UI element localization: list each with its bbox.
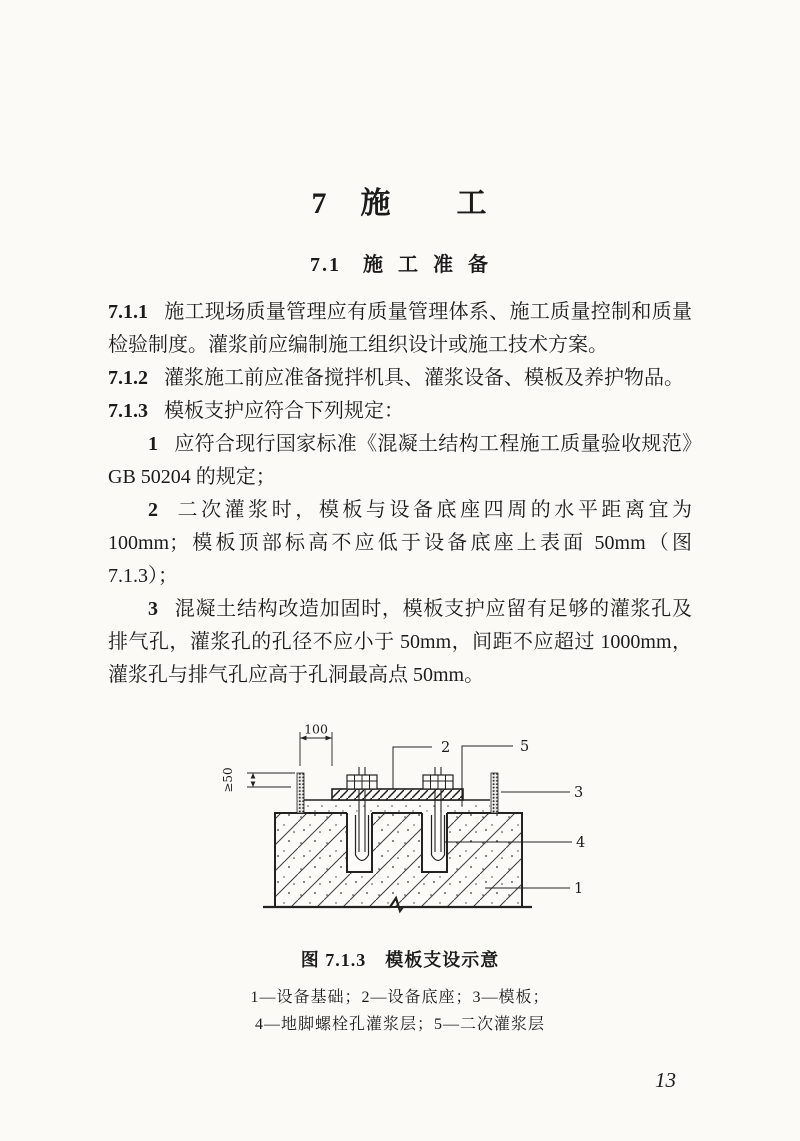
- figure-legend-line2: 4—地脚螺栓孔灌浆层；5—二次灌浆层: [254, 1016, 545, 1033]
- callout-1-label: 1: [574, 881, 584, 897]
- list-item-2: [108, 494, 692, 593]
- formwork-left: [297, 773, 304, 813]
- clause-body: 施工现场质量管理应有质量管理体系、施工质量控制和质量检验制度。灌浆前应编制施工组织设计或施工技术方案。: [108, 301, 692, 356]
- section-title: 7.1 施 工 准 备: [310, 254, 490, 276]
- figure-caption: 图 7.1.3 模板支设示意: [300, 950, 500, 970]
- callout-3-label: 3: [574, 785, 584, 801]
- body-text: [108, 296, 692, 692]
- callout-5-leader: [462, 746, 513, 806]
- item-number: 2: [148, 499, 158, 521]
- clause-number: 7.1.2: [108, 367, 148, 389]
- list-item-3: [108, 593, 692, 692]
- item-body: 混凝土结构改造加固时，模板支护应留有足够的灌浆孔及排气孔，灌浆孔的孔径不应小于 50mm，间距不应超过 1000mm，灌浆孔与排气孔应高于孔洞最高点 50mm。: [108, 598, 692, 686]
- clause-body: 灌浆施工前应准备搅拌机具、灌浆设备、模板及养护物品。: [164, 367, 684, 389]
- clause-number: 7.1.1: [108, 301, 148, 323]
- item-number: 3: [148, 598, 158, 620]
- figure-7-1-3: [220, 718, 600, 918]
- dimension-50: [221, 767, 295, 792]
- clause-body: 模板支护应符合下列规定：: [164, 400, 404, 422]
- clause-number: 7.1.3: [108, 400, 148, 422]
- dimension-50-label: ≥50: [221, 767, 235, 793]
- chapter-title: 7 施 工: [311, 187, 489, 220]
- formwork-right: [491, 773, 498, 813]
- page-number: 13: [655, 1068, 676, 1092]
- item-body: 应符合现行国家标准《混凝土结构工程施工质量验收规范》GB 50204 的规定；: [108, 433, 692, 488]
- callout-4-label: 4: [576, 835, 586, 851]
- item-number: 1: [148, 433, 158, 455]
- dimension-100: [300, 722, 332, 767]
- foundation-block: [275, 812, 522, 908]
- item-body: 二次灌浆时，模板与设备底座四周的水平距离宜为 100mm；模板顶部标高不应低于设备底座上表面 50mm（图 7.1.3）；: [108, 499, 692, 587]
- formwork-diagram: [220, 718, 600, 918]
- clause-7-1-2: [108, 362, 692, 395]
- callout-2-label: 2: [441, 740, 451, 756]
- figure-legend-line1: 1—设备基础；2—设备底座；3—模板；: [250, 989, 550, 1006]
- clause-7-1-3: [108, 395, 692, 428]
- dimension-100-label: 100: [304, 721, 328, 737]
- list-item-1: [108, 428, 692, 494]
- clause-7-1-1: [108, 296, 692, 362]
- callout-5-label: 5: [520, 739, 530, 755]
- base-plate: [332, 789, 463, 800]
